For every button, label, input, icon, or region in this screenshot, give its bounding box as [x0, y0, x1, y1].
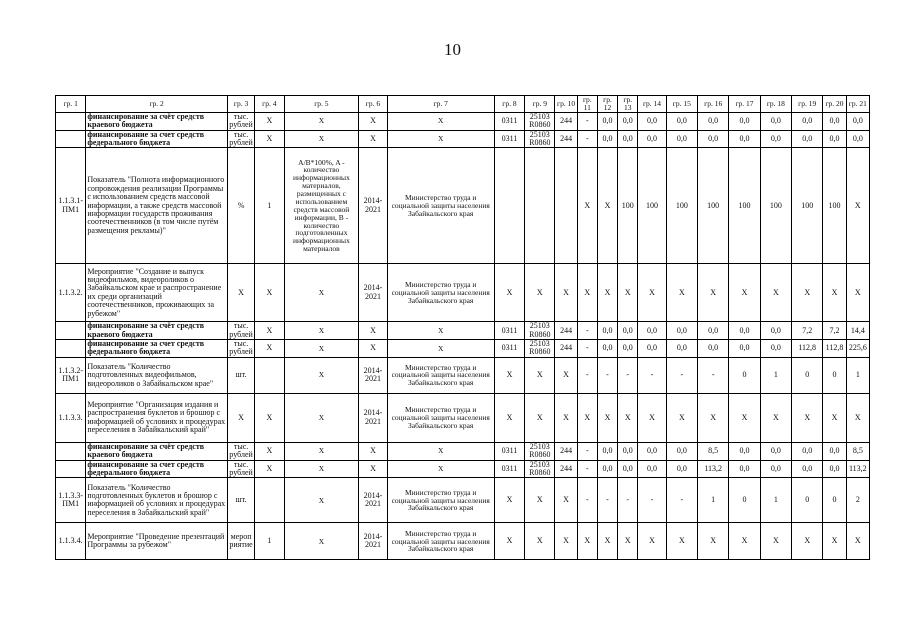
table-cell: X — [698, 393, 729, 442]
table-cell: 8,5 — [846, 442, 869, 460]
table-cell: 25103 R0860 — [525, 442, 555, 460]
table-cell: 0,0 — [618, 112, 638, 130]
table-cell: 0,0 — [638, 322, 666, 340]
table-cell: 2014-2021 — [359, 264, 387, 322]
column-header: гр. 17 — [729, 96, 760, 113]
table-cell: Показатель "Количество подготовленных видеофильмов, видеороликов о Забайкальском крае" — [86, 357, 228, 393]
table-cell: 25103 R0860 — [525, 112, 555, 130]
table-cell: X — [284, 322, 359, 340]
column-header: гр. 6 — [359, 96, 387, 113]
table-cell: 0,0 — [698, 112, 729, 130]
table-cell: 0,0 — [618, 460, 638, 478]
table-cell: 0,0 — [760, 460, 791, 478]
column-header: гр. 13 — [618, 96, 638, 113]
table-cell: X — [597, 523, 617, 560]
table-row — [56, 148, 870, 264]
table-cell: X — [638, 523, 666, 560]
table-cell: 0,0 — [666, 340, 697, 358]
table-cell: X — [284, 393, 359, 442]
table-cell: X — [494, 357, 524, 393]
table-cell: 100 — [638, 148, 666, 264]
table-cell: - — [577, 460, 597, 478]
table-cell: мероприятие — [227, 523, 254, 560]
table-cell: - — [577, 357, 597, 393]
table-cell: 2014-2021 — [359, 523, 387, 560]
table-cell: тыс. рублей — [229, 460, 253, 478]
table-cell: финансирование за счёт средств краевого бюджета — [86, 442, 228, 460]
table-cell: 100 — [618, 148, 638, 264]
table-cell: тыс. рублей — [229, 442, 253, 460]
table-cell: X — [525, 357, 555, 393]
table-cell: X — [359, 112, 387, 130]
table-cell: X — [255, 340, 284, 358]
table-cell: - — [577, 112, 597, 130]
table-cell: 0 — [823, 357, 846, 393]
table-row — [56, 357, 870, 393]
table-cell: - — [618, 357, 638, 393]
table-cell: 0,0 — [638, 442, 666, 460]
table-cell: X — [284, 340, 359, 358]
table-cell: 0,0 — [729, 340, 760, 358]
table-cell: X — [284, 112, 359, 130]
table-cell: X — [387, 340, 494, 358]
table-cell: Министерство труда и социальной защиты населения Забайкальского края — [387, 148, 494, 264]
table-cell: Министерство труда и социальной защиты населения Забайкальского края — [387, 523, 494, 560]
table-cell: 2014-2021 — [359, 393, 387, 442]
table-cell: Министерство труда и социальной защиты населения Забайкальского края — [387, 357, 494, 393]
table-cell: Мероприятие "Организация издания и распространения буклетов и брошюр с информацией об условиях и процедурах переселения в Забайкальский край" — [86, 393, 228, 442]
table-cell: 0,0 — [597, 130, 617, 148]
table-cell: X — [618, 393, 638, 442]
table-cell: 1 — [846, 357, 869, 393]
table-cell: X — [760, 393, 791, 442]
table-cell: X — [618, 523, 638, 560]
table-cell: X — [597, 264, 617, 322]
table-row — [56, 478, 870, 523]
table-cell: X — [577, 148, 597, 264]
table-cell: 0,0 — [792, 130, 823, 148]
table-cell: 0,0 — [729, 112, 760, 130]
table-cell: 2 — [846, 478, 869, 523]
table-cell: финансирование за счёт средств краевого бюджета — [86, 322, 228, 340]
column-header: гр. 8 — [494, 96, 524, 113]
column-header: гр. 14 — [638, 96, 666, 113]
table-cell: X — [792, 264, 823, 322]
table-cell: X — [359, 442, 387, 460]
table-cell: X — [255, 130, 284, 148]
table-cell: - — [577, 478, 597, 523]
table-cell: X — [255, 442, 284, 460]
table-cell: финансирование за счет средств федерального бюджета — [86, 340, 228, 358]
table-cell: 0,0 — [638, 340, 666, 358]
table-cell: Министерство труда и социальной защиты населения Забайкальского края — [387, 478, 494, 523]
table-cell: X — [577, 523, 597, 560]
table-cell: Министерство труда и социальной защиты населения Забайкальского края — [387, 264, 494, 322]
table-row — [56, 112, 870, 130]
table-cell: X — [494, 264, 524, 322]
table-cell: 0,0 — [666, 442, 697, 460]
table-cell: X — [555, 357, 577, 393]
table-cell: X — [577, 264, 597, 322]
table-cell: 244 — [555, 442, 577, 460]
table-cell: X — [494, 393, 524, 442]
table-cell: X — [494, 478, 524, 523]
table-cell: X — [666, 523, 697, 560]
table-cell: Министерство труда и социальной защиты населения Забайкальского края — [387, 393, 494, 442]
column-header: гр. 21 — [846, 96, 869, 113]
table-cell: 2014-2021 — [359, 148, 387, 264]
column-header: гр. 7 — [387, 96, 494, 113]
table-cell: 25103 R0860 — [525, 460, 555, 478]
table-cell: 1.1.3.3. — [56, 393, 86, 442]
table-cell: 0,0 — [698, 322, 729, 340]
table-cell: 0311 — [494, 130, 524, 148]
table-cell: X — [729, 264, 760, 322]
table-cell: 0,0 — [846, 112, 869, 130]
column-header: гр. 4 — [255, 96, 284, 113]
table-cell: 0 — [823, 478, 846, 523]
table-cell: X — [846, 523, 869, 560]
column-header: гр. 2 — [86, 96, 228, 113]
column-header: гр. 1 — [56, 96, 86, 113]
table-cell: 0311 — [494, 322, 524, 340]
table-cell: 0,0 — [618, 442, 638, 460]
table-cell: 100 — [698, 148, 729, 264]
table-cell: X — [698, 264, 729, 322]
table-cell: 0311 — [494, 442, 524, 460]
table-cell: 0,0 — [760, 322, 791, 340]
table-cell: X — [823, 393, 846, 442]
table-cell: 0,0 — [597, 442, 617, 460]
table-cell: 0311 — [494, 340, 524, 358]
table-cell: X — [359, 460, 387, 478]
table-cell: X — [555, 478, 577, 523]
table-cell: X — [387, 442, 494, 460]
table-cell — [494, 148, 524, 264]
table-cell: 0 — [792, 357, 823, 393]
table-cell: 244 — [555, 130, 577, 148]
table-cell: 25103 R0860 — [525, 322, 555, 340]
table-cell: 1 — [255, 148, 284, 264]
table-cell: 0,0 — [760, 130, 791, 148]
table-cell: 0,0 — [792, 112, 823, 130]
table-cell: 113,2 — [698, 460, 729, 478]
table-cell: X — [525, 264, 555, 322]
table-cell: 112,8 — [792, 340, 823, 358]
table-cell: X — [284, 442, 359, 460]
table-cell: X — [555, 264, 577, 322]
table-cell: 0,0 — [666, 112, 697, 130]
table-cell: - — [618, 478, 638, 523]
table-cell: X — [525, 393, 555, 442]
table-cell: X — [846, 393, 869, 442]
table-cell: 0,0 — [792, 460, 823, 478]
table-cell: 244 — [555, 460, 577, 478]
table-cell — [56, 130, 86, 148]
table-cell: 0,0 — [597, 322, 617, 340]
table-cell: 14,4 — [846, 322, 869, 340]
table-cell: X — [597, 148, 617, 264]
column-header: гр. 15 — [666, 96, 697, 113]
table-cell: 100 — [729, 148, 760, 264]
table-cell: 244 — [555, 340, 577, 358]
column-header: гр. 10 — [555, 96, 577, 113]
table-cell: 0,0 — [792, 442, 823, 460]
table-cell: X — [555, 393, 577, 442]
table-cell: 0,0 — [823, 130, 846, 148]
table-cell: 225,6 — [846, 340, 869, 358]
table-cell: X — [792, 393, 823, 442]
table-cell: 1.1.3.1-ПМ1 — [56, 148, 86, 264]
table-cell: X — [525, 523, 555, 560]
table-cell — [56, 112, 86, 130]
table-cell: 100 — [666, 148, 697, 264]
table-cell: X — [597, 393, 617, 442]
table-cell: Показатель "Полнота информационного сопровождения реализации Программы с использованием средств массовой информации, а также средств массовой информации государств проживания соотечественников (в том числе путём размещения рекламы)" — [86, 148, 228, 264]
table-cell — [56, 322, 86, 340]
table-cell: 2014-2021 — [359, 357, 387, 393]
table-cell: шт. — [227, 357, 254, 393]
table-cell: - — [666, 478, 697, 523]
table-cell: 0,0 — [666, 130, 697, 148]
table-cell: X — [555, 523, 577, 560]
table-cell: X — [359, 130, 387, 148]
table-cell: X — [227, 264, 254, 322]
table-cell: X — [525, 478, 555, 523]
table-cell: - — [666, 357, 697, 393]
table-cell: X — [387, 130, 494, 148]
table-cell: 7,2 — [823, 322, 846, 340]
table-row — [56, 340, 870, 358]
page-number: 10 — [444, 40, 461, 59]
table-cell: тыс. рублей — [229, 321, 253, 339]
column-header: гр. 11 — [577, 96, 597, 113]
table-cell: 1 — [698, 478, 729, 523]
column-header: гр. 12 — [597, 96, 617, 113]
table-cell: X — [255, 393, 284, 442]
table-row — [56, 264, 870, 322]
table-cell: X — [729, 393, 760, 442]
table-cell: 1 — [760, 357, 791, 393]
table-row — [56, 442, 870, 460]
table-cell: 0,0 — [760, 442, 791, 460]
table-cell: X — [255, 460, 284, 478]
table-cell: X — [618, 264, 638, 322]
table-row — [56, 322, 870, 340]
table-cell: X — [255, 112, 284, 130]
table-cell: % — [227, 148, 254, 264]
table-cell: 0,0 — [597, 460, 617, 478]
table-cell: X — [255, 322, 284, 340]
table-cell: A/B*100%, A - количество информационных материалов, размещенных с использованием средств массовой информации, B - количество подготовленных информационных материалов — [284, 148, 359, 264]
table-cell: 8,5 — [698, 442, 729, 460]
table-cell: X — [846, 148, 869, 264]
table-cell: 1.1.3.2. — [56, 264, 86, 322]
column-header: гр. 16 — [698, 96, 729, 113]
program-table — [55, 95, 870, 560]
table-cell: 0,0 — [638, 460, 666, 478]
table-cell: X — [823, 523, 846, 560]
table-cell: 0,0 — [597, 112, 617, 130]
table-cell: X — [494, 523, 524, 560]
table-cell: X — [359, 340, 387, 358]
table-cell: 1.1.3.2-ПМ1 — [56, 357, 86, 393]
table-cell: 113,2 — [846, 460, 869, 478]
table-cell: X — [387, 322, 494, 340]
table-cell: 0,0 — [698, 340, 729, 358]
table-cell: X — [729, 523, 760, 560]
table-cell: X — [255, 264, 284, 322]
table-cell: 7,2 — [792, 322, 823, 340]
table-cell: Мероприятие "Создание и выпуск видеофильмов, видеороликов о Забайкальском крае и распространение их среди организаций соотечественников, проживающих за рубежом" — [86, 264, 228, 322]
table-cell: 0,0 — [638, 130, 666, 148]
table-cell: X — [638, 393, 666, 442]
table-cell — [525, 148, 555, 264]
column-header: гр. 3 — [227, 96, 254, 113]
table-cell: X — [760, 264, 791, 322]
table-cell — [56, 340, 86, 358]
table-cell: 0,0 — [760, 340, 791, 358]
table-cell: 0,0 — [698, 130, 729, 148]
table-cell: 1.1.3.4. — [56, 523, 86, 560]
table-cell: 1 — [760, 478, 791, 523]
table-cell: 25103 R0860 — [525, 130, 555, 148]
table-cell: финансирование за счет средств федерального бюджета — [86, 460, 228, 478]
table-cell — [56, 460, 86, 478]
table-cell: X — [284, 357, 359, 393]
table-cell: 0,0 — [666, 460, 697, 478]
table-cell: X — [698, 523, 729, 560]
table-cell: X — [387, 112, 494, 130]
table-cell: финансирование за счёт средств краевого бюджета — [86, 112, 228, 130]
table-cell: X — [284, 130, 359, 148]
table-cell: 25103 R0860 — [525, 340, 555, 358]
table-cell: 0,0 — [666, 322, 697, 340]
table-row — [56, 130, 870, 148]
table-cell: X — [792, 523, 823, 560]
table-cell: 0,0 — [618, 322, 638, 340]
table-row — [56, 460, 870, 478]
table-cell — [255, 357, 284, 393]
table-cell: X — [359, 322, 387, 340]
table-cell: X — [823, 264, 846, 322]
table-cell: X — [284, 478, 359, 523]
column-header: гр. 20 — [823, 96, 846, 113]
table-cell: 1.1.3.3-ПМ1 — [56, 478, 86, 523]
table-cell: 112,8 — [823, 340, 846, 358]
table-cell: X — [638, 264, 666, 322]
table-cell: тыс. рублей — [229, 112, 253, 130]
table-row — [56, 393, 870, 442]
table-cell: 0,0 — [823, 442, 846, 460]
table-cell: X — [284, 264, 359, 322]
table-cell: 244 — [555, 112, 577, 130]
table-cell: 0,0 — [618, 130, 638, 148]
table-cell: 0,0 — [846, 130, 869, 148]
table-cell: 244 — [555, 322, 577, 340]
column-header: гр. 9 — [525, 96, 555, 113]
table-cell: X — [227, 393, 254, 442]
table-cell: 0,0 — [729, 460, 760, 478]
table-cell: 0,0 — [729, 322, 760, 340]
table-cell: - — [698, 357, 729, 393]
table-cell: - — [597, 478, 617, 523]
header-row — [56, 96, 870, 113]
column-header: гр. 5 — [284, 96, 359, 113]
table-cell: X — [284, 523, 359, 560]
table-cell: 0311 — [494, 112, 524, 130]
table-cell: 2014-2021 — [359, 478, 387, 523]
table-cell: - — [597, 357, 617, 393]
table-cell: - — [577, 322, 597, 340]
table-cell: 100 — [823, 148, 846, 264]
table-cell: X — [387, 460, 494, 478]
table-cell: 0,0 — [760, 112, 791, 130]
table-cell: 0 — [729, 357, 760, 393]
table-cell: 0 — [792, 478, 823, 523]
table-cell: - — [577, 130, 597, 148]
table-row — [56, 523, 870, 560]
column-header: гр. 19 — [792, 96, 823, 113]
table-cell: 0,0 — [823, 112, 846, 130]
table-cell: 0,0 — [729, 130, 760, 148]
table-cell: тыс. рублей — [229, 130, 253, 147]
table-cell: 0,0 — [597, 340, 617, 358]
table-cell: 0 — [729, 478, 760, 523]
table-cell: X — [577, 393, 597, 442]
table-cell: Показатель "Количество подготовленных буклетов и брошюр с информацией об условиях и процедурах переселения в Забайкальский край" — [86, 478, 228, 523]
table-cell: X — [666, 393, 697, 442]
table-cell: X — [284, 460, 359, 478]
table-cell: 1 — [255, 523, 284, 560]
table-cell: шт. — [227, 478, 254, 523]
table-cell: 0,0 — [638, 112, 666, 130]
table-cell: X — [846, 264, 869, 322]
table-cell: 0,0 — [618, 340, 638, 358]
table-cell — [255, 478, 284, 523]
table-cell: Мероприятие "Проведение презентаций Программы за рубежом" — [86, 523, 228, 560]
table-cell: финансирование за счет средств федерального бюджета — [86, 130, 228, 148]
table-cell: X — [666, 264, 697, 322]
table-cell: X — [760, 523, 791, 560]
column-header: гр. 18 — [760, 96, 791, 113]
table-cell: тыс. рублей — [229, 339, 253, 357]
table-cell: - — [638, 478, 666, 523]
table-cell: - — [638, 357, 666, 393]
table-cell: 0311 — [494, 460, 524, 478]
table-cell — [56, 442, 86, 460]
table-cell: 100 — [792, 148, 823, 264]
table-cell: - — [577, 442, 597, 460]
table-cell: 100 — [760, 148, 791, 264]
table-cell: 0,0 — [823, 460, 846, 478]
table-cell: - — [577, 340, 597, 358]
table-cell — [555, 148, 577, 264]
table-cell: 0,0 — [729, 442, 760, 460]
